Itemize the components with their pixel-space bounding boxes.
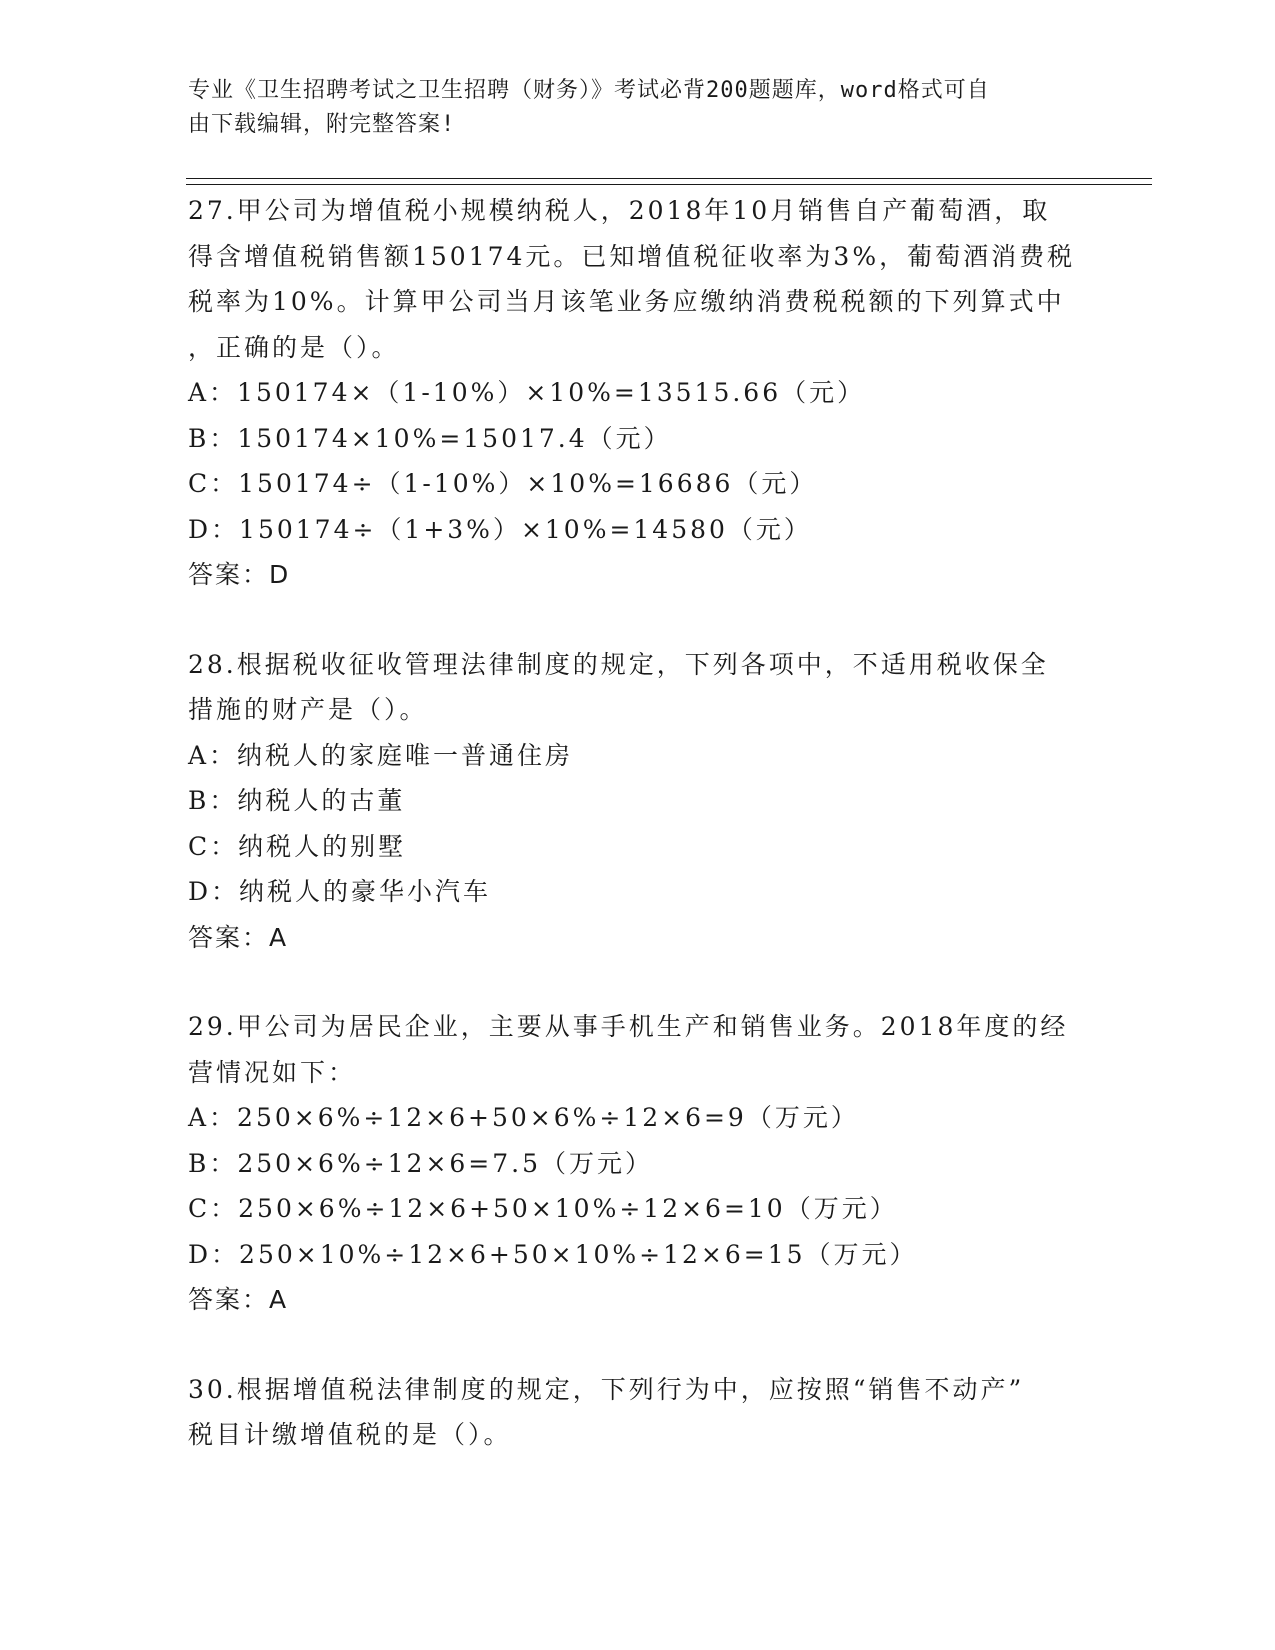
question-stem-line: 得含增值税销售额150174元。已知增值税征收率为3%，葡萄酒消费税: [188, 241, 1076, 271]
question-stem-line: 营情况如下：: [188, 1057, 357, 1087]
question-28: [188, 642, 1088, 961]
header-divider-bottom: [186, 184, 1152, 185]
question-stem-line: 措施的财产是（）。: [188, 695, 428, 724]
answer-label: 答案：A: [188, 922, 289, 952]
question-27: [188, 188, 1088, 598]
answer-label: 答案：A: [188, 1285, 289, 1314]
option-a: A：250×6%÷12×6+50×6%÷12×6=9（万元）: [188, 1103, 859, 1132]
option-b: B：250×6%÷12×6=7.5（万元）: [188, 1148, 654, 1178]
option-a: A：纳税人的家庭唯一普通住房: [188, 740, 574, 770]
option-c: C：250×6%÷12×6+50×10%÷12×6=10（万元）: [188, 1194, 898, 1223]
option-a: A：150174×（1-10%）×10%=13515.66（元）: [188, 378, 866, 407]
question-stem-line: 30.根据增值税法律制度的规定，下列行为中，应按照“销售不动产”: [188, 1374, 1025, 1404]
header-line-2: 由下载编辑，附完整答案!: [188, 112, 456, 137]
question-stem-line: 28.根据税收征收管理法律制度的规定，下列各项中，不适用税收保全: [188, 649, 1049, 679]
option-b: B：纳税人的古董: [188, 786, 406, 815]
question-stem-line: 27.甲公司为增值税小规模纳税人，2018年10月销售自产葡萄酒，取: [188, 196, 1051, 225]
question-29: [188, 1004, 1088, 1323]
option-b: B：150174×10%=15017.4（元）: [188, 423, 672, 453]
answer-label: 答案：D: [188, 560, 291, 589]
question-stem-line: ，正确的是（）。: [188, 332, 400, 362]
question-list: [188, 188, 1088, 1502]
header-line-1: 专业《卫生招聘考试之卫生招聘（财务）》考试必背200题题库，word格式可自: [188, 78, 990, 103]
question-30: [188, 1367, 1088, 1458]
question-stem-line: 29.甲公司为居民企业，主要从事手机生产和销售业务。2018年度的经: [188, 1012, 1069, 1041]
question-stem-line: 税率为10%。计算甲公司当月该笔业务应缴纳消费税税额的下列算式中: [188, 287, 1065, 316]
option-c: C：纳税人的别墅: [188, 831, 407, 861]
header-divider-top: [186, 178, 1152, 179]
option-c: C：150174÷（1-10%）×10%=16686（元）: [188, 469, 818, 498]
question-stem-line: 税目计缴增值税的是（）。: [188, 1420, 512, 1449]
option-d: D：150174÷（1+3%）×10%=14580（元）: [188, 514, 812, 544]
option-d: D：250×10%÷12×6+50×10%÷12×6=15（万元）: [188, 1239, 918, 1269]
option-d: D：纳税人的豪华小汽车: [188, 877, 492, 906]
document-header: [188, 74, 1088, 142]
